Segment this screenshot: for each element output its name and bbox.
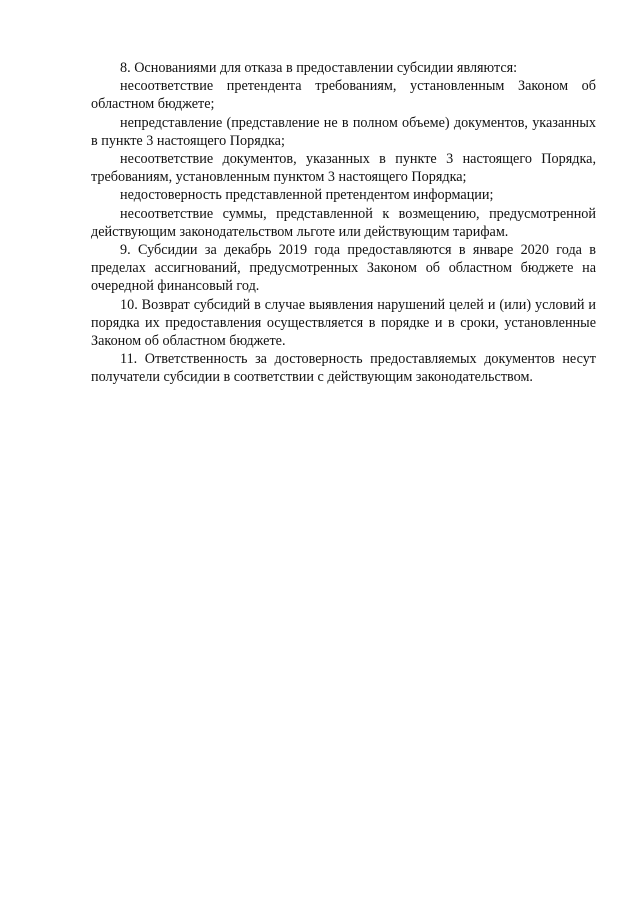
paragraph-refusal-amount-mismatch: несоответствие суммы, представленной к возмещению, предусмотренной действующим законодательством льготе или действующим тарифам. (91, 205, 596, 240)
paragraph-refusal-documents-missing: непредставление (представление не в полном объеме) документов, указанных в пункте 3 настоящего Порядка; (91, 114, 596, 149)
document-body (91, 59, 596, 387)
paragraph-refusal-false-information: недостоверность представленной претендентом информации; (120, 187, 494, 204)
paragraph-subsidy-return: 10. Возврат субсидий в случае выявления нарушений целей и (или) условий и порядка их предоставления осуществляется в порядке и в сроки, установленные Законом об областном бюджете. (91, 296, 596, 350)
paragraph-december-subsidies: 9. Субсидии за декабрь 2019 года предоставляются в январе 2020 года в пределах ассигнований, предусмотренных Законом об областном бюджете на очередной финансовый год. (91, 242, 596, 295)
paragraph-refusal-documents-mismatch: несоответствие документов, указанных в пункте 3 настоящего Порядка, требованиям, установленным пунктом 3 настоящего Порядка; (91, 151, 596, 186)
paragraph-refusal-grounds-heading: 8. Основаниями для отказа в предоставлении субсидии являются: (120, 60, 518, 76)
paragraph-refusal-requirements-mismatch: несоответствие претендента требованиям, установленным Законом об областном бюджете; (91, 78, 596, 113)
paragraph-responsibility: 11. Ответственность за достоверность предоставляемых документов несут получатели субсидии в соответствии с действующим законодательством. (91, 351, 596, 386)
